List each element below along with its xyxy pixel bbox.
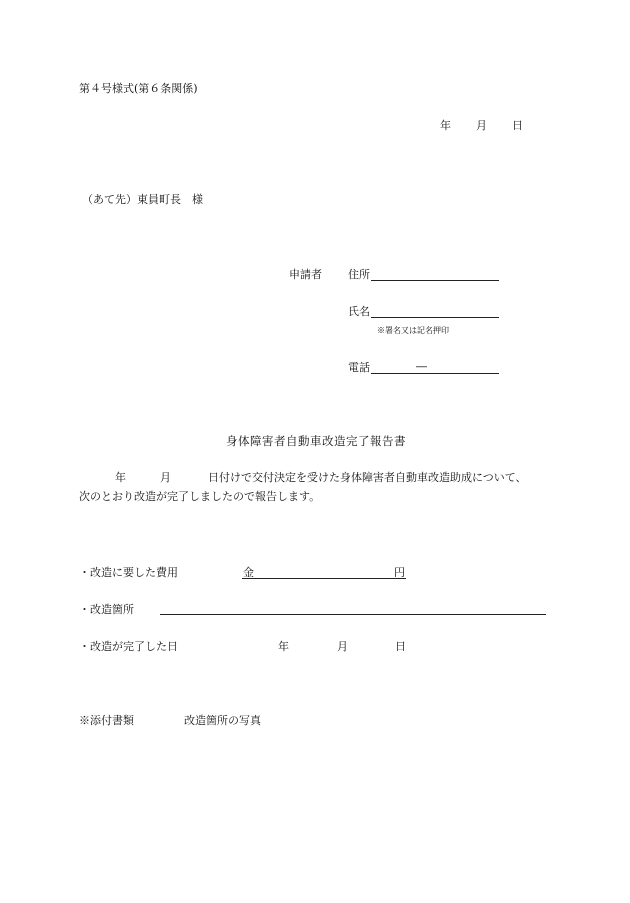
address-label: 住所 — [348, 268, 370, 281]
phone-field[interactable] — [371, 373, 499, 374]
applicant-label: 申請者 — [289, 268, 322, 281]
date-day: 日 — [512, 119, 523, 132]
location-label: ・改造箇所 — [79, 603, 134, 616]
cost-field[interactable] — [242, 578, 406, 579]
cost-prefix: 金 — [243, 566, 254, 579]
date-month: 月 — [476, 119, 487, 132]
body-line1: 日付けで交付決定を受けた身体障害者自動車改造助成について、 — [208, 471, 527, 484]
body-year: 年 — [115, 471, 126, 484]
body-month: 月 — [160, 471, 171, 484]
completion-label: ・改造が完了した日 — [79, 640, 178, 653]
date-year: 年 — [440, 119, 451, 132]
completion-year: 年 — [278, 640, 289, 653]
signature-note: ※署名又は記名押印 — [377, 326, 449, 335]
phone-label: 電話 — [348, 361, 370, 374]
cost-suffix: 円 — [394, 566, 405, 579]
attachments-value: 改造箇所の写真 — [184, 714, 261, 727]
location-field[interactable] — [160, 614, 546, 615]
phone-dash: ― — [416, 360, 427, 373]
form-number: 第４号様式(第６条関係) — [79, 82, 198, 95]
completion-month: 月 — [337, 640, 348, 653]
attachments-label: ※添付書類 — [79, 714, 134, 727]
name-label: 氏名 — [348, 305, 370, 318]
cost-label: ・改造に要した費用 — [79, 566, 178, 579]
body-line2: 次のとおり改造が完了しましたので報告します。 — [79, 490, 321, 503]
name-field[interactable] — [371, 317, 499, 318]
completion-day: 日 — [395, 640, 406, 653]
address-field[interactable] — [371, 280, 499, 281]
document-title: 身体障害者自動車改造完了報告書 — [226, 434, 406, 448]
addressee: （あて先）東員町長 様 — [82, 193, 203, 206]
